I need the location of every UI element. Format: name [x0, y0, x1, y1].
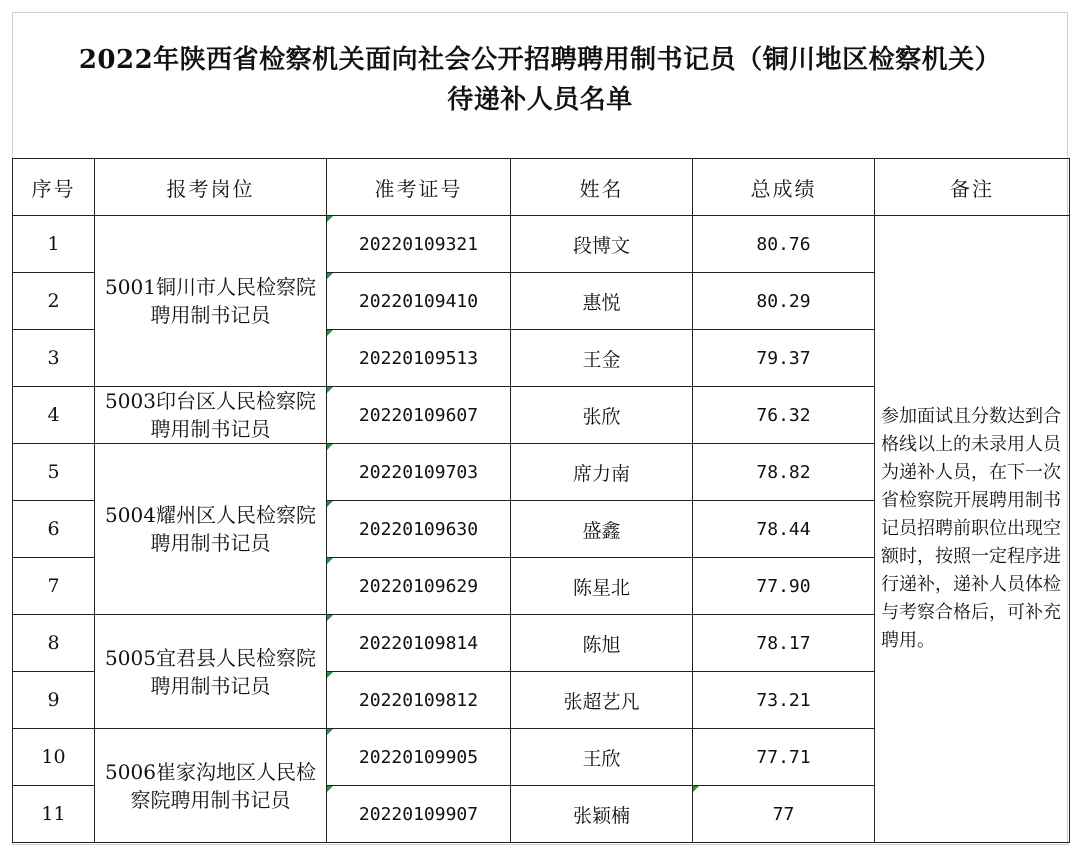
cell-score: 77 [693, 786, 875, 843]
cell-exam-id: 20220109630 [327, 501, 511, 558]
cell-exam-id: 20220109321 [327, 216, 511, 273]
header-seq: 序号 [13, 159, 95, 216]
post-text: 5004耀州区人民检察院聘用制书记员 [105, 503, 316, 555]
cell-exam-id: 20220109629 [327, 558, 511, 615]
cell-seq: 3 [13, 330, 95, 387]
cell-name: 张超艺凡 [511, 672, 693, 729]
cell-exam-id: 20220109607 [327, 387, 511, 444]
cell-exam-id: 20220109410 [327, 273, 511, 330]
post-text: 5003印台区人民检察院聘用制书记员 [105, 389, 316, 441]
cell-seq: 5 [13, 444, 95, 501]
cell-score: 76.32 [693, 387, 875, 444]
cell-post [95, 615, 327, 729]
cell-name: 陈星北 [511, 558, 693, 615]
document-title [12, 40, 1068, 120]
cell-name: 王金 [511, 330, 693, 387]
header-note: 备注 [875, 159, 1070, 216]
cell-name: 盛鑫 [511, 501, 693, 558]
cell-score: 78.17 [693, 615, 875, 672]
cell-name: 张颖楠 [511, 786, 693, 843]
cell-seq: 1 [13, 216, 95, 273]
cell-name: 王欣 [511, 729, 693, 786]
cell-seq: 6 [13, 501, 95, 558]
cell-score: 78.44 [693, 501, 875, 558]
cell-exam-id: 20220109812 [327, 672, 511, 729]
header-name: 姓名 [511, 159, 693, 216]
cell-score: 73.21 [693, 672, 875, 729]
cell-seq: 2 [13, 273, 95, 330]
cell-exam-id: 20220109513 [327, 330, 511, 387]
cell-score: 77.71 [693, 729, 875, 786]
table-row [13, 216, 1070, 273]
cell-exam-id: 20220109907 [327, 786, 511, 843]
cell-score: 79.37 [693, 330, 875, 387]
cell-post [95, 444, 327, 615]
cell-exam-id: 20220109703 [327, 444, 511, 501]
cell-seq: 8 [13, 615, 95, 672]
cell-seq: 7 [13, 558, 95, 615]
post-text: 5005宜君县人民检察院聘用制书记员 [105, 645, 316, 698]
cell-seq: 4 [13, 387, 95, 444]
cell-exam-id: 20220109814 [327, 615, 511, 672]
cell-post [95, 387, 327, 444]
cell-post [95, 729, 327, 843]
header-score: 总成绩 [693, 159, 875, 216]
cell-seq: 10 [13, 729, 95, 786]
cell-score: 77.90 [693, 558, 875, 615]
header-exam-id: 准考证号 [327, 159, 511, 216]
header-post: 报考岗位 [95, 159, 327, 216]
title-line-2: 待递补人员名单 [447, 85, 633, 115]
cell-score: 80.76 [693, 216, 875, 273]
cell-score: 80.29 [693, 273, 875, 330]
cell-post [95, 216, 327, 387]
cell-note: 参加面试且分数达到合格线以上的未录用人员为递补人员，在下一次省检察院开展聘用制书记员招聘前职位出现空额时，按照一定程序进行递补，递补人员体检与考察合格后，可补充聘用。 [875, 216, 1070, 843]
cell-score: 78.82 [693, 444, 875, 501]
candidates-table [12, 158, 1070, 843]
cell-name: 席力南 [511, 444, 693, 501]
cell-name: 惠悦 [511, 273, 693, 330]
title-line-1: 2022年陕西省检察机关面向社会公开招聘聘用制书记员（铜川地区检察机关） [78, 45, 1002, 75]
cell-seq: 9 [13, 672, 95, 729]
cell-seq: 11 [13, 786, 95, 843]
cell-exam-id: 20220109905 [327, 729, 511, 786]
table-header-row [13, 159, 1070, 216]
post-text: 5001铜川市人民检察院聘用制书记员 [105, 275, 316, 327]
cell-name: 张欣 [511, 387, 693, 444]
post-text: 5006崔家沟地区人民检察院聘用制书记员 [105, 759, 316, 812]
cell-name: 段博文 [511, 216, 693, 273]
cell-name: 陈旭 [511, 615, 693, 672]
